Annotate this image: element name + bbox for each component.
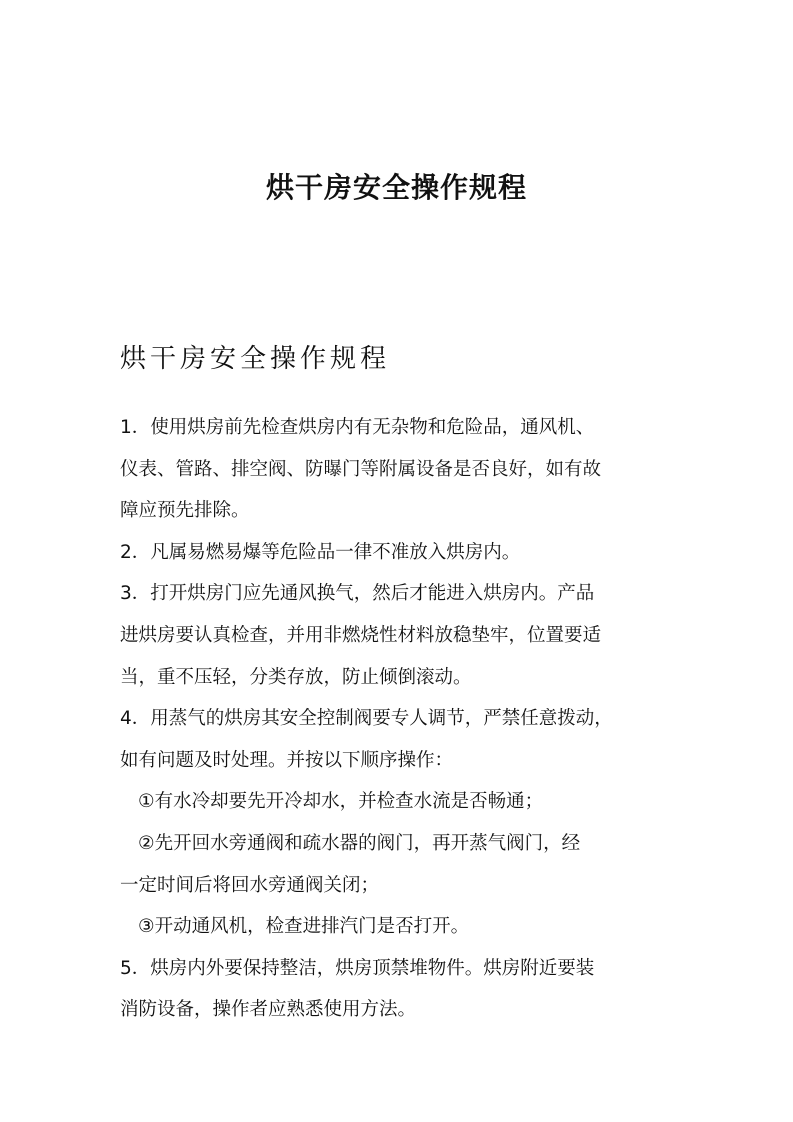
paragraph-line: ②先开回水旁通阀和疏水器的阀门，再开蒸气阀门，经	[138, 832, 581, 854]
paragraph-line: 仪表、管路、排空阀、防曝门等附属设备是否良好，如有故	[120, 458, 602, 480]
paragraph-line: 1．使用烘房前先检查烘房内有无杂物和危险品，通风机、	[120, 417, 595, 438]
paragraph-line: 如有问题及时处理。并按以下顺序操作：	[120, 749, 454, 771]
paragraph-line: 消防设备，操作者应熟悉使用方法。	[120, 999, 417, 1021]
paragraph-line: ①有水冷却要先开冷却水，并检查水流是否畅通；	[138, 791, 544, 813]
paragraph-line: 4．用蒸气的烘房其安全控制阀要专人调节，严禁任意拨动，	[120, 708, 613, 730]
paragraph-line: 2．凡属易燃易爆等危险品一律不准放入烘房内。	[120, 541, 521, 563]
paragraph-line: 进烘房要认真检查，并用非燃烧性材料放稳垫牢，位置要适	[120, 624, 602, 646]
document-title: 烘干房安全操作规程	[265, 171, 527, 204]
paragraph-line: 当，重不压轻，分类存放，防止倾倒滚动。	[120, 666, 472, 688]
paragraph-line: 5．烘房内外要保持整洁，烘房顶禁堆物件。烘房附近要装	[120, 957, 595, 979]
paragraph-line: 障应预先排除。	[120, 500, 250, 522]
document-body	[120, 414, 660, 1038]
paragraph-line: 3．打开烘房门应先通风换气，然后才能进入烘房内。产品	[120, 583, 595, 605]
paragraph-line: 一定时间后将回水旁通阀关闭；	[120, 874, 380, 896]
section-heading: 烘干房安全操作规程	[120, 344, 391, 374]
paragraph-line: ③开动通风机，检查进排汽门是否打开。	[138, 916, 470, 938]
